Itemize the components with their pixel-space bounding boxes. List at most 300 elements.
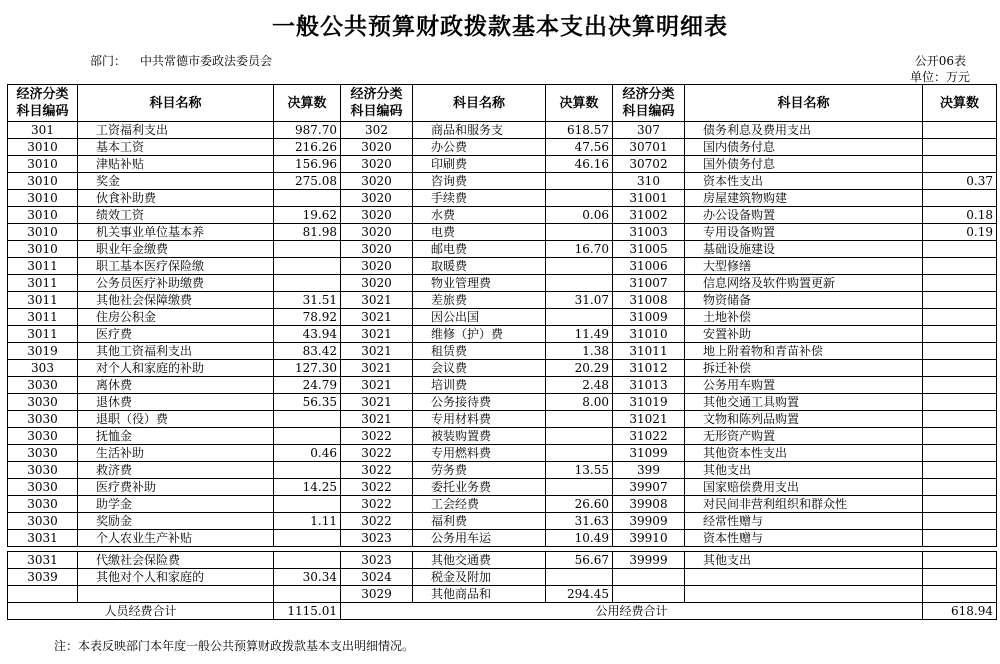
cell-amount (546, 479, 613, 496)
cell-name: 医疗费 (78, 326, 274, 343)
cell-amount: 24.79 (274, 377, 341, 394)
header-name: 科目名称 (78, 85, 274, 122)
cell-name: 生活补助 (78, 445, 274, 462)
cell-amount: 275.08 (274, 173, 341, 190)
cell-amount (923, 309, 997, 326)
cell-name: 退职（役）费 (78, 411, 274, 428)
cell-code: 3030 (8, 411, 78, 428)
cell-code: 3020 (341, 207, 413, 224)
cell-name: 物资储备 (685, 292, 923, 309)
cell-code: 31021 (613, 411, 685, 428)
header-code: 经济分类 科目编码 (8, 85, 78, 122)
unit-label: 单位：万元 (909, 70, 970, 84)
totals-row (8, 603, 997, 620)
cell-amount (923, 586, 997, 603)
cell-name: 物业管理费 (413, 275, 546, 292)
cell-code: 31008 (613, 292, 685, 309)
cell-amount (923, 292, 997, 309)
cell-name: 租赁费 (413, 343, 546, 360)
cell-code: 31005 (613, 241, 685, 258)
table-row (8, 513, 997, 530)
cell-code: 3011 (8, 326, 78, 343)
cell-name: 安置补助 (685, 326, 923, 343)
cell-code: 31022 (613, 428, 685, 445)
cell-code: 39910 (613, 530, 685, 547)
cell-name: 公务用车运 (413, 530, 546, 547)
table-row (8, 292, 997, 309)
cell-name: 代缴社会保险费 (78, 552, 274, 569)
cell-amount (923, 241, 997, 258)
cell-amount (274, 428, 341, 445)
cell-name: 手续费 (413, 190, 546, 207)
cell-name: 住房公积金 (78, 309, 274, 326)
cell-code: 3030 (8, 513, 78, 530)
table-row (8, 428, 997, 445)
cell-amount: 30.34 (274, 569, 341, 586)
cell-name: 工会经费 (413, 496, 546, 513)
cell-name: 水费 (413, 207, 546, 224)
cell-code (8, 586, 78, 603)
cell-name: 委托业务费 (413, 479, 546, 496)
cell-name: 因公出国 (413, 309, 546, 326)
cell-name: 基础设施建设 (685, 241, 923, 258)
cell-name: 差旅费 (413, 292, 546, 309)
table-row (8, 411, 997, 428)
cell-name: 咨询费 (413, 173, 546, 190)
cell-name: 电费 (413, 224, 546, 241)
cell-amount (274, 241, 341, 258)
table-row (8, 207, 997, 224)
cell-name: 大型修缮 (685, 258, 923, 275)
cell-amount (546, 275, 613, 292)
department-name: 中共常德市委政法委员会 (140, 54, 273, 68)
cell-code: 3021 (341, 394, 413, 411)
personnel-total-label: 人员经费合计 (8, 603, 274, 620)
cell-amount: 156.96 (274, 156, 341, 173)
cell-name: 商品和服务支 (413, 122, 546, 139)
cell-code: 3023 (341, 552, 413, 569)
cell-amount (274, 275, 341, 292)
cell-amount (923, 156, 997, 173)
cell-name: 维修（护）费 (413, 326, 546, 343)
cell-code: 39909 (613, 513, 685, 530)
cell-name: 地上附着物和青苗补偿 (685, 343, 923, 360)
cell-amount: 56.67 (546, 552, 613, 569)
cell-code: 3020 (341, 173, 413, 190)
header-amount: 决算数 (274, 85, 341, 122)
cell-name: 奖金 (78, 173, 274, 190)
cell-name: 邮电费 (413, 241, 546, 258)
cell-name: 房屋建筑物购建 (685, 190, 923, 207)
cell-name: 奖励金 (78, 513, 274, 530)
header-name: 科目名称 (413, 85, 546, 122)
table-row (8, 394, 997, 411)
cell-name (685, 586, 923, 603)
cell-amount: 31.63 (546, 513, 613, 530)
cell-amount: 127.30 (274, 360, 341, 377)
footnote: 注：本表反映部门本年度一般公共预算财政拨款基本支出明细情况。 (54, 639, 415, 653)
department-line (90, 52, 286, 69)
table-row (8, 190, 997, 207)
table-row (8, 309, 997, 326)
cell-name: 公务员医疗补助缴费 (78, 275, 274, 292)
cell-name: 资本性支出 (685, 173, 923, 190)
cell-name: 其他对个人和家庭的 (78, 569, 274, 586)
cell-code: 3020 (341, 190, 413, 207)
header-amount: 决算数 (546, 85, 613, 122)
cell-amount (546, 309, 613, 326)
cell-code: 303 (8, 360, 78, 377)
cell-amount (546, 173, 613, 190)
public-total-label: 公用经费合计 (341, 603, 923, 620)
cell-code: 3010 (8, 156, 78, 173)
cell-code: 302 (341, 122, 413, 139)
cell-code: 31001 (613, 190, 685, 207)
cell-code (613, 569, 685, 586)
cell-code: 3011 (8, 292, 78, 309)
cell-name: 国家赔偿费用支出 (685, 479, 923, 496)
cell-name: 取暖费 (413, 258, 546, 275)
cell-name: 会议费 (413, 360, 546, 377)
cell-name: 职业年金缴费 (78, 241, 274, 258)
cell-name: 其他资本性支出 (685, 445, 923, 462)
cell-name: 劳务费 (413, 462, 546, 479)
cell-code: 3022 (341, 462, 413, 479)
cell-amount (923, 122, 997, 139)
cell-amount: 83.42 (274, 343, 341, 360)
cell-amount (923, 445, 997, 462)
cell-code: 3023 (341, 530, 413, 547)
cell-amount (923, 496, 997, 513)
cell-code: 3030 (8, 377, 78, 394)
cell-name: 绩效工资 (78, 207, 274, 224)
header-name: 科目名称 (685, 85, 923, 122)
cell-code: 3022 (341, 479, 413, 496)
cell-amount: 47.56 (546, 139, 613, 156)
table-row (8, 462, 997, 479)
cell-code (613, 586, 685, 603)
expenditure-table (7, 84, 997, 620)
cell-name: 无形资产购置 (685, 428, 923, 445)
cell-name: 土地补偿 (685, 309, 923, 326)
cell-name: 拆迁补偿 (685, 360, 923, 377)
page-title: 一般公共预算财政拨款基本支出决算明细表 (272, 13, 728, 40)
cell-amount (923, 530, 997, 547)
cell-name: 其他交通费 (413, 552, 546, 569)
cell-amount (274, 586, 341, 603)
cell-name: 机关事业单位基本养 (78, 224, 274, 241)
cell-amount (923, 326, 997, 343)
cell-amount (923, 394, 997, 411)
cell-amount: 987.70 (274, 122, 341, 139)
cell-code: 31007 (613, 275, 685, 292)
cell-amount (923, 462, 997, 479)
cell-code: 31009 (613, 309, 685, 326)
cell-amount: 10.49 (546, 530, 613, 547)
table-row (8, 156, 997, 173)
cell-amount: 20.29 (546, 360, 613, 377)
cell-code: 3030 (8, 428, 78, 445)
form-number: 公开06表 (914, 54, 966, 68)
table-row (8, 377, 997, 394)
cell-amount: 216.26 (274, 139, 341, 156)
cell-name: 其他商品和 (413, 586, 546, 603)
cell-amount: 26.60 (546, 496, 613, 513)
cell-amount: 78.92 (274, 309, 341, 326)
cell-code: 3010 (8, 241, 78, 258)
cell-name: 公务用车购置 (685, 377, 923, 394)
cell-name: 工资福利支出 (78, 122, 274, 139)
cell-amount: 294.45 (546, 586, 613, 603)
cell-name: 其他交通工具购置 (685, 394, 923, 411)
cell-code: 3020 (341, 224, 413, 241)
cell-amount: 19.62 (274, 207, 341, 224)
cell-name: 对民间非营利组织和群众性 (685, 496, 923, 513)
cell-amount: 16.70 (546, 241, 613, 258)
cell-code: 3020 (341, 241, 413, 258)
cell-code: 3021 (341, 377, 413, 394)
cell-amount: 1.11 (274, 513, 341, 530)
cell-amount: 31.51 (274, 292, 341, 309)
table-row (8, 224, 997, 241)
cell-name: 专用材料费 (413, 411, 546, 428)
cell-name: 专用设备购置 (685, 224, 923, 241)
cell-name: 抚恤金 (78, 428, 274, 445)
cell-code: 3029 (341, 586, 413, 603)
cell-amount (274, 411, 341, 428)
cell-code: 30702 (613, 156, 685, 173)
cell-amount (923, 569, 997, 586)
cell-name: 对个人和家庭的补助 (78, 360, 274, 377)
cell-name: 被装购置费 (413, 428, 546, 445)
table-row (8, 241, 997, 258)
cell-amount: 8.00 (546, 394, 613, 411)
table-row (8, 326, 997, 343)
cell-code: 3021 (341, 326, 413, 343)
cell-code: 31003 (613, 224, 685, 241)
table-row (8, 569, 997, 586)
cell-code: 3031 (8, 552, 78, 569)
table-row (8, 479, 997, 496)
cell-name: 国内债务付息 (685, 139, 923, 156)
table-row (8, 275, 997, 292)
cell-amount (546, 258, 613, 275)
cell-amount: 14.25 (274, 479, 341, 496)
cell-amount: 13.55 (546, 462, 613, 479)
cell-amount (274, 258, 341, 275)
cell-amount: 46.16 (546, 156, 613, 173)
cell-code: 3020 (341, 258, 413, 275)
cell-code: 31006 (613, 258, 685, 275)
cell-name (78, 586, 274, 603)
cell-code: 3021 (341, 309, 413, 326)
cell-amount (546, 224, 613, 241)
cell-code: 3021 (341, 343, 413, 360)
cell-amount (923, 190, 997, 207)
cell-code: 3030 (8, 496, 78, 513)
cell-amount (923, 552, 997, 569)
cell-name: 债务利息及费用支出 (685, 122, 923, 139)
cell-code: 3022 (341, 445, 413, 462)
cell-code: 39907 (613, 479, 685, 496)
cell-code: 31002 (613, 207, 685, 224)
cell-code: 3010 (8, 224, 78, 241)
cell-name: 信息网络及软件购置更新 (685, 275, 923, 292)
cell-code: 30701 (613, 139, 685, 156)
cell-name (685, 569, 923, 586)
cell-name: 其他支出 (685, 462, 923, 479)
cell-code: 3030 (8, 462, 78, 479)
cell-code: 310 (613, 173, 685, 190)
cell-code: 301 (8, 122, 78, 139)
cell-amount: 618.57 (546, 122, 613, 139)
cell-name: 印刷费 (413, 156, 546, 173)
cell-name: 办公设备购置 (685, 207, 923, 224)
cell-amount (923, 360, 997, 377)
personnel-total-value: 1115.01 (274, 603, 341, 620)
cell-code: 3010 (8, 190, 78, 207)
cell-amount: 81.98 (274, 224, 341, 241)
cell-amount (274, 190, 341, 207)
cell-amount (274, 496, 341, 513)
cell-name: 津贴补贴 (78, 156, 274, 173)
cell-name: 基本工资 (78, 139, 274, 156)
cell-name: 办公费 (413, 139, 546, 156)
cell-amount (923, 275, 997, 292)
cell-code: 3011 (8, 258, 78, 275)
cell-code: 31013 (613, 377, 685, 394)
cell-code: 31010 (613, 326, 685, 343)
cell-code: 3024 (341, 569, 413, 586)
cell-code: 3010 (8, 173, 78, 190)
cell-amount: 0.18 (923, 207, 997, 224)
cell-amount: 1.38 (546, 343, 613, 360)
table-row (8, 122, 997, 139)
table-row (8, 139, 997, 156)
cell-name: 专用燃料费 (413, 445, 546, 462)
cell-code: 3022 (341, 428, 413, 445)
cell-amount (546, 445, 613, 462)
department-label: 部门： (90, 54, 127, 68)
cell-amount (546, 569, 613, 586)
cell-amount: 0.46 (274, 445, 341, 462)
cell-name: 公务接待费 (413, 394, 546, 411)
cell-amount: 43.94 (274, 326, 341, 343)
cell-code: 3011 (8, 309, 78, 326)
cell-name: 离休费 (78, 377, 274, 394)
cell-code: 3030 (8, 445, 78, 462)
cell-amount: 0.19 (923, 224, 997, 241)
cell-code: 3020 (341, 275, 413, 292)
cell-name: 退休费 (78, 394, 274, 411)
cell-code: 3010 (8, 139, 78, 156)
cell-amount (923, 377, 997, 394)
table-row (8, 258, 997, 275)
table-row (8, 173, 997, 190)
cell-name: 文物和陈列品购置 (685, 411, 923, 428)
cell-code: 3020 (341, 156, 413, 173)
cell-code: 3030 (8, 394, 78, 411)
cell-code: 3030 (8, 479, 78, 496)
cell-code: 3021 (341, 411, 413, 428)
cell-name: 税金及附加 (413, 569, 546, 586)
cell-code: 3022 (341, 513, 413, 530)
table-row (8, 586, 997, 603)
cell-code: 39908 (613, 496, 685, 513)
cell-name: 其他社会保障缴费 (78, 292, 274, 309)
cell-amount (546, 411, 613, 428)
cell-name: 福利费 (413, 513, 546, 530)
cell-code: 31099 (613, 445, 685, 462)
cell-name: 伙食补助费 (78, 190, 274, 207)
cell-amount: 0.06 (546, 207, 613, 224)
cell-name: 医疗费补助 (78, 479, 274, 496)
cell-name: 助学金 (78, 496, 274, 513)
cell-amount (923, 479, 997, 496)
cell-amount (546, 190, 613, 207)
cell-amount (923, 411, 997, 428)
header-code: 经济分类 科目编码 (613, 85, 685, 122)
header-amount: 决算数 (923, 85, 997, 122)
cell-code: 3020 (341, 139, 413, 156)
cell-code: 3021 (341, 360, 413, 377)
cell-name: 其他工资福利支出 (78, 343, 274, 360)
cell-amount (274, 530, 341, 547)
public-total-value: 618.94 (923, 603, 997, 620)
cell-amount (923, 513, 997, 530)
header-code: 经济分类 科目编码 (341, 85, 413, 122)
table-row (8, 496, 997, 513)
cell-code: 3021 (341, 292, 413, 309)
cell-name: 资本性赠与 (685, 530, 923, 547)
table-row (8, 445, 997, 462)
table-row (8, 343, 997, 360)
table-row (8, 530, 997, 547)
cell-code: 3019 (8, 343, 78, 360)
cell-amount: 0.37 (923, 173, 997, 190)
cell-name: 职工基本医疗保险缴 (78, 258, 274, 275)
cell-amount (923, 258, 997, 275)
cell-code: 3022 (341, 496, 413, 513)
table-row (8, 552, 997, 569)
cell-name: 国外债务付息 (685, 156, 923, 173)
cell-name: 救济费 (78, 462, 274, 479)
cell-code: 399 (613, 462, 685, 479)
cell-name: 培训费 (413, 377, 546, 394)
cell-code: 3010 (8, 207, 78, 224)
cell-code: 39999 (613, 552, 685, 569)
cell-amount: 11.49 (546, 326, 613, 343)
cell-code: 31019 (613, 394, 685, 411)
cell-amount: 56.35 (274, 394, 341, 411)
cell-code: 307 (613, 122, 685, 139)
cell-amount (923, 139, 997, 156)
cell-code: 3031 (8, 530, 78, 547)
cell-amount (274, 552, 341, 569)
cell-code: 3039 (8, 569, 78, 586)
cell-code: 3011 (8, 275, 78, 292)
cell-amount (274, 462, 341, 479)
table-row (8, 360, 997, 377)
cell-amount: 2.48 (546, 377, 613, 394)
cell-amount (546, 428, 613, 445)
cell-amount (923, 428, 997, 445)
cell-code: 31011 (613, 343, 685, 360)
cell-code: 31012 (613, 360, 685, 377)
cell-name: 个人农业生产补贴 (78, 530, 274, 547)
cell-amount (923, 343, 997, 360)
table-header-row (8, 85, 997, 122)
